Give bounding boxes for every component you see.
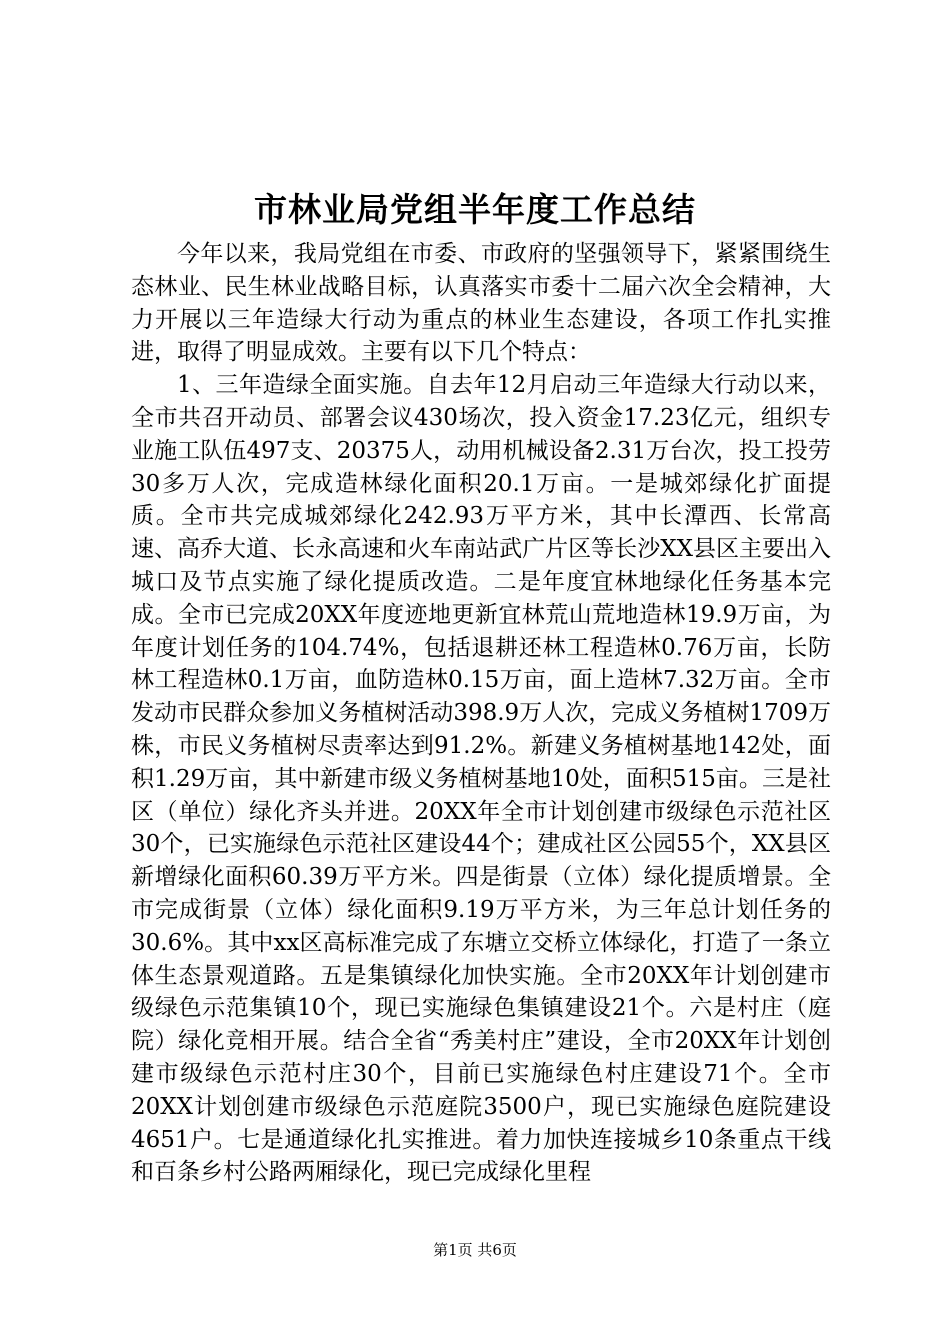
section-1-paragraph: 1、三年造绿全面实施。自去年12月启动三年造绿大行动以来，全市共召开动员、部署会议430场次，投入资金17.23亿元，组织专业施工队伍497支、20375人，动用机械设备2.31万台次，投工投劳30多万人次，完成造林绿化面积20.1万亩。一是城郊绿化扩面提质。全市共完成城郊绿化242.93万平方米，其中长潭西、长常高速、高乔大道、长永高速和火车南站武广片区等长沙XX县区主要出入城口及节点实施了绿化提质改造。二是年度宜林地绿化任务基本完成。全市已完成20XX年度迹地更新宜林荒山荒地造林19.9万亩，为年度计划任务的104.74%，包括退耕还林工程造林0.76万亩，长防林工程造林0.1万亩，血防造林0.15万亩，面上造林7.32万亩。全市发动市民群众参加义务植树活动398.9万人次，完成义务植树1709万株，市民义务植树尽责率达到91.2%。新建义务植树基地142处，面积1.29万亩，其中新建市级义务植树基地10处，面积515亩。三是社区（单位）绿化齐头并进。20XX年全市计划创建市级绿色示范社区30个，已实施绿色示范社区建设44个；建成社区公园55个，XX县区新增绿化面积60.39万平方米。四是街景（立体）绿化提质增景。全市完成街景（立体）绿化面积9.19万平方米，为三年总计划任务的30.6%。其中xx区高标准完成了东塘立交桥立体绿化，打造了一条立体生态景观道路。五是集镇绿化加快实施。全市20XX年计划创建市级绿色示范集镇10个，现已实施绿色集镇建设21个。六是村庄（庭院）绿化竞相开展。结合全省“秀美村庄”建设，全市20XX年计划创建市级绿色示范村庄30个，目前已实施绿色村庄建设71个。全市20XX计划创建市级绿色示范庭院3500户，现已实施绿色庭院建设4651户。七是通道绿化扎实推进。着力加快连接城乡10条重点干线和百条乡村公路两厢绿化，现已完成绿化里程	[131, 372, 831, 1186]
page-footer: 第1页 共6页	[433, 1241, 517, 1259]
document-body	[131, 238, 831, 1189]
intro-paragraph: 今年以来，我局党组在市委、市政府的坚强领导下，紧紧围绕生态林业、民生林业战略目标，认真落实市委十二届六次全会精神，大力开展以三年造绿大行动为重点的林业生态建设，各项工作扎实推进，取得了明显成效。主要有以下几个特点：	[131, 241, 831, 366]
document-title: 市林业局党组半年度工作总结	[254, 190, 696, 229]
